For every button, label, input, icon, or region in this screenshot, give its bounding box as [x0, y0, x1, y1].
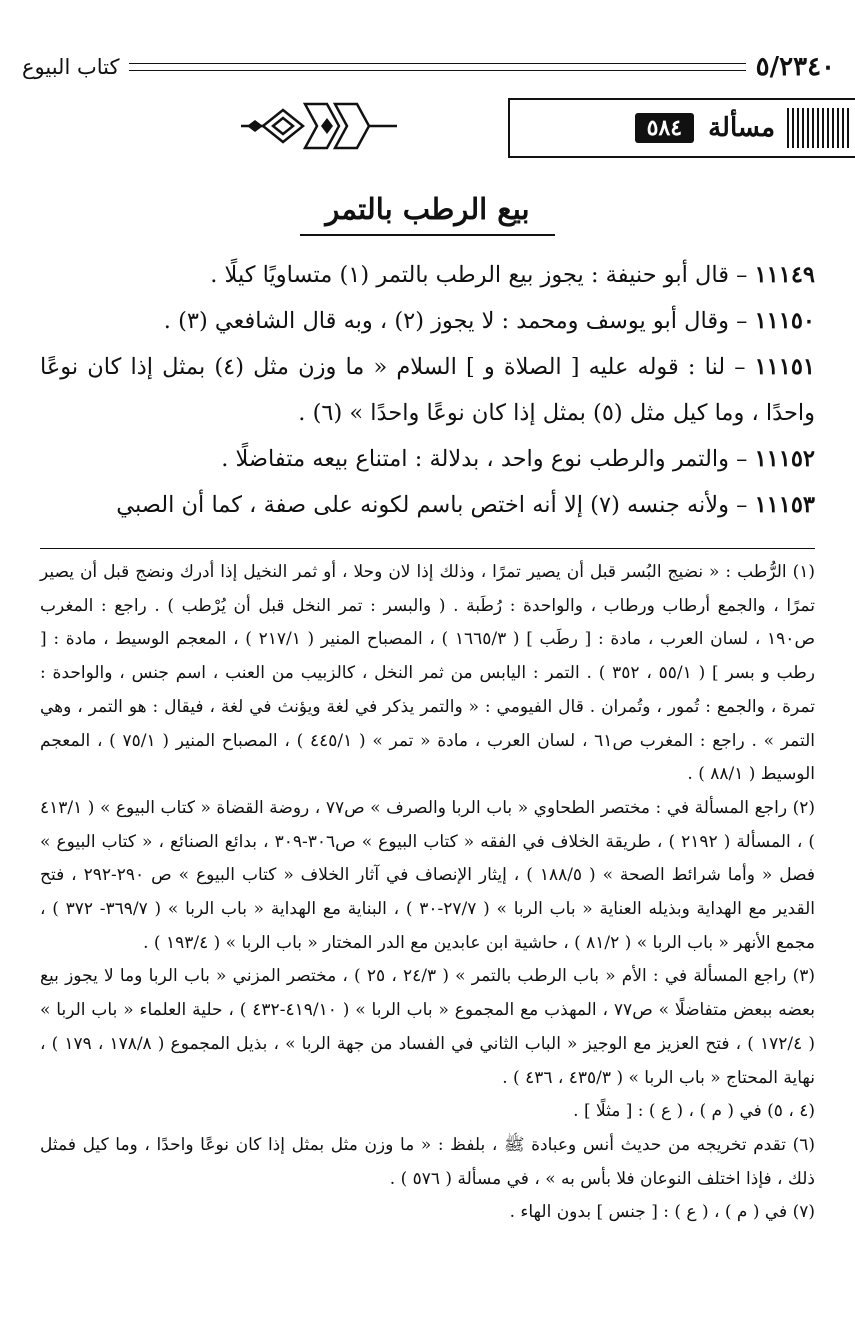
running-header: [22, 50, 835, 84]
page-number: ٥/٢٣٤٠: [755, 52, 835, 82]
paragraph-number: ١١١٥٢: [754, 446, 815, 472]
paragraph-11153: [40, 482, 815, 528]
book-title: كتاب البيوع: [22, 55, 120, 79]
footnote-7: (٧) في ( م ) ، ( ع ) : [ جنس ] بدون الهاء .: [509, 1202, 815, 1223]
footnote-2: (٢) راجع المسألة في : مختصر الطحاوي « باب الربا والصرف » ص٧٧ ، روضة القضاة « كتاب البيوع » ( ٤١٣/١ ) ، المسألة ( ٢١٩٢ ) ، طريقة الخلاف في الفقه « كتاب البيوع » ص٣٠٦-٣٠٩ ، بدائع الصنائع ، « كتاب البيوع » فصل « وأما شرائط الصحة » ( ١٨٨/٥ ) ، إيثار الإنصاف في آثار الخلاف « كتاب البيوع » ص ٢٩٠-٢٩٢ ، فتح القدير مع الهداية وبذيله العناية « باب الربا » ( ٢٧/٧-٣٠ ) ، البناية مع الهداية « باب الربا » ( ٣٦٩/٧- ٣٧٢ ) ، مجمع الأنهر « باب الربا » ( ٨١/٢ ) ، حاشية ابن عابدين مع الدر المختار « باب الربا » ( ١٩٣/٤ ) .: [40, 797, 816, 953]
paragraph-number: ١١١٤٩: [754, 262, 815, 288]
header-rule: [129, 63, 745, 71]
ornament-icon: [235, 98, 535, 154]
paragraph-11152: [40, 436, 815, 482]
masala-bar: [508, 98, 855, 158]
paragraph-text: – قال أبو حنيفة : يجوز بيع الرطب بالتمر (١) متساويًا كيلًا .: [210, 262, 755, 288]
paragraph-number: ١١١٥١: [754, 354, 816, 380]
footnote-separator: [40, 548, 815, 549]
paragraph-11151: [40, 344, 815, 436]
paragraph-text: – لنا : قوله عليه [ الصلاة و ] السلام « ما وزن مثل (٤) بمثل إذا كان نوعًا واحدًا ، وما كيل مثل (٥) بمثل إذا كان نوعًا واحدًا » (٦) .: [40, 354, 815, 426]
masala-banner: [235, 98, 855, 154]
paragraph-11150: [40, 298, 815, 344]
paragraph-text: – ولأنه جنسه (٧) إلا أنه اختص باسم لكونه على صفة ، كما أن الصبي: [116, 492, 755, 518]
masala-number: ٥٨٤: [635, 113, 694, 143]
footnote-3: (٣) راجع المسألة في : الأم « باب الرطب بالتمر » ( ٢٤/٣ ، ٢٥ ) ، مختصر المزني « باب الربا وما لا يجوز بيع بعضه ببعض متفاضلًا » ص٧٧ ، المهذب مع المجموع « باب الربا » ( ٤١٩/١٠-٤٣٢ ) ، حلية العلماء « باب الربا » ( ١٧٢/٤ ) ، فتح العزيز مع الوجيز « الباب الثاني في الفساد من جهة الربا » ، بذيل المجموع ( ١٧٨/٨ ، ١٧٩ ) ، نهاية المحتاج « باب الربا » ( ٤٣٥/٣ ، ٤٣٦ ) .: [40, 966, 815, 1088]
main-text: [40, 252, 815, 528]
paragraph-number: ١١١٥٣: [754, 492, 815, 518]
paragraph-text: – وقال أبو يوسف ومحمد : لا يجوز (٢) ، وبه قال الشافعي (٣) .: [163, 308, 755, 334]
section-title-text: بيع الرطب بالتمر: [325, 192, 530, 226]
footnote-1: (١) الرُّطب : « نضيج البُسر قبل أن يصير تمرًا ، وذلك إذا لان وحلا ، أو ثمر النخيل إذا أدرك ونضج قبل أن يصير تمرًا ، والجمع أرطاب ورطاب ، والواحدة : رُطَبة . ( والبسر : تمر النخل قبل أن يُرْطب ) . راجع : المغرب ص١٩٠ ، لسان العرب ، مادة : [ رطَب ] ( ١٦٦٥/٣ ) ، المصباح المنير ( ٢١٧/١ ) ، المعجم الوسيط ، مادة : [ رطب و بسر ] ( ٥٥/١ ، ٣٥٢ ) . التمر : اليابس من ثمر النخل ، كالزبيب من العنب ، اسم جنس ، والواحدة : تمرة ، والجمع : تُمور ، وتُمران . قال الفيومي : « والتمر يذكر في لغة ويؤنث في لغة ، فيقال : هو التمر ، وهي التمر » . راجع : المغرب ص٦١ ، لسان العرب ، مادة « تمر » ( ٤٤٥/١ ) ، المصباح المنير ( ٧٥/١ ) ، المعجم الوسيط ( ٨٨/١ ) .: [40, 562, 816, 785]
stripe-ornament-icon: [787, 108, 849, 148]
paragraph-number: ١١١٥٠: [754, 308, 815, 334]
footnote-6: (٦) تقدم تخريجه من حديث أنس وعبادة ﷺ ، بلفظ : « ما وزن مثل بمثل إذا كان نوعًا واحدًا ، وما كيل فمثل ذلك ، فإذا اختلف النوعان فلا بأس به » ، في مسألة ( ٥٧٦ ) .: [40, 1134, 815, 1189]
masala-label: مسألة: [708, 113, 775, 143]
footnote-4-5: (٤ ، ٥) في ( م ) ، ( ع ) : [ مثلًا ] .: [573, 1101, 815, 1122]
paragraph-text: – والتمر والرطب نوع واحد ، بدلالة : امتناع بيعه متفاضلًا .: [221, 446, 755, 472]
section-title: [300, 186, 555, 236]
footnotes: [40, 556, 815, 1230]
paragraph-11149: [40, 252, 815, 298]
